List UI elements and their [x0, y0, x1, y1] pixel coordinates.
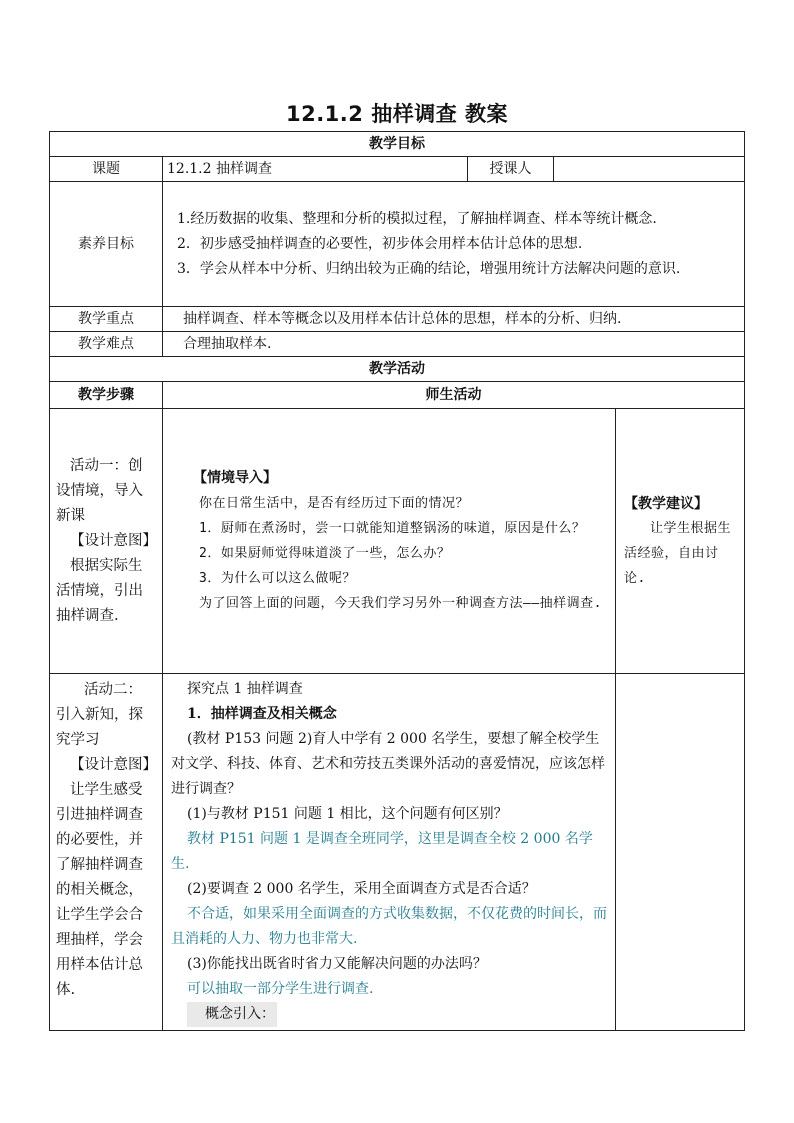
key-label: 教学重点: [50, 307, 163, 332]
activity1-title: 活动一：创设情境，导入新课: [56, 457, 143, 524]
activity2-intent-label: 【设计意图】: [70, 757, 157, 773]
activity1-intent-label: 【设计意图】: [70, 532, 157, 549]
activity1-line: 为了回答上面的问题，今天我们学习另外一种调查方法——抽样调查.: [199, 596, 602, 611]
literacy-label: 素养目标: [50, 182, 163, 307]
difficulty-value: 合理抽取样本.: [163, 332, 745, 357]
literacy-item: 2．初步感受抽样调查的必要性，初步体会用样本估计总体的思想.: [177, 235, 583, 252]
activity1-suggestion: [616, 409, 745, 674]
activity1-line: 2．如果厨师觉得味道淡了一些，怎么办？: [199, 546, 451, 561]
lesson-label: 课题: [50, 157, 163, 182]
question-1: (1)与教材 P151 问题 1 相比，这个问题有何区别？: [187, 806, 508, 822]
literacy-item: 1.经历数据的收集、整理和分析的模拟过程，了解抽样调查、样本等统计概念.: [177, 210, 657, 227]
lesson-plan-table: [49, 131, 745, 1031]
literacy-item: 3．学会从样本中分析、归纳出较为正确的结论，增强用统计方法解决问题的意识.: [177, 260, 681, 277]
question-3: (3)你能找出既省时省力又能解决问题的办法吗？: [187, 956, 487, 972]
explore-subtitle: 1．抽样调查及相关概念: [187, 706, 337, 722]
activity1-content: [163, 409, 616, 674]
document-title: 12.1.2 抽样调查 教案: [285, 102, 509, 126]
activity-label: 师生活动: [163, 382, 745, 409]
activity1-heading: 【情境导入】: [193, 470, 277, 486]
activity1-line: 你在日常生活中，是否有经历过下面的情况？: [199, 496, 470, 511]
activity1-intent: 根据实际生活情境，引出抽样调查.: [56, 557, 143, 624]
activity1-line: 3．为什么可以这么做呢？: [199, 571, 356, 586]
activity2-title: 活动二：引入新知，探究学习: [56, 682, 143, 748]
concept-intro: 概念引入：: [187, 1002, 277, 1027]
suggestion-title: 【教学建议】: [624, 495, 708, 512]
activity1-line: 1．厨师在煮汤时，尝一口就能知道整锅汤的味道，原因是什么？: [199, 521, 586, 536]
question-2: (2)要调查 2 000 名学生，采用全面调查方式是否合适？: [187, 881, 536, 897]
explore-problem: (教材 P153 问题 2)育人中学有 2 000 名学生，要想了解全校学生对文学、科技、体育、艺术和劳技五类课外活动的喜爱情况，应该怎样进行调查？: [171, 731, 605, 797]
lesson-value: 12.1.2 抽样调查: [163, 157, 468, 182]
concept-intro-row: [171, 1002, 607, 1027]
steps-label: 教学步骤: [50, 382, 163, 409]
answer-2: 不合适，如果采用全面调查的方式收集数据，不仅花费的时间长，而且消耗的人力、物力也非常大.: [171, 906, 607, 947]
activity2-left: [50, 674, 163, 1031]
activities-header: 教学活动: [50, 357, 745, 382]
difficulty-label: 教学难点: [50, 332, 163, 357]
explore-title: 探究点 1 抽样调查: [187, 681, 303, 697]
activity2-intent: 让学生感受引进抽样调查的必要性，并了解抽样调查的相关概念，让学生学会合理抽样，学会用样本估计总体.: [56, 782, 143, 998]
objectives-header: 教学目标: [50, 132, 745, 157]
activity2-content: [163, 674, 616, 1031]
teacher-label: 授课人: [468, 157, 554, 182]
key-value: 抽样调查、样本等概念以及用样本估计总体的思想，样本的分析、归纳.: [163, 307, 745, 332]
answer-1: 教材 P151 问题 1 是调查全班同学，这里是调查全校 2 000 名学生.: [171, 831, 593, 872]
activity1-left: [50, 409, 163, 674]
literacy-goals: [163, 182, 745, 307]
suggestion-text: 让学生根据生活经验，自由讨论.: [624, 520, 732, 586]
answer-3: 可以抽取一部分学生进行调查.: [187, 981, 374, 997]
activity2-suggestion: [616, 674, 745, 1031]
teacher-value: [554, 157, 745, 182]
